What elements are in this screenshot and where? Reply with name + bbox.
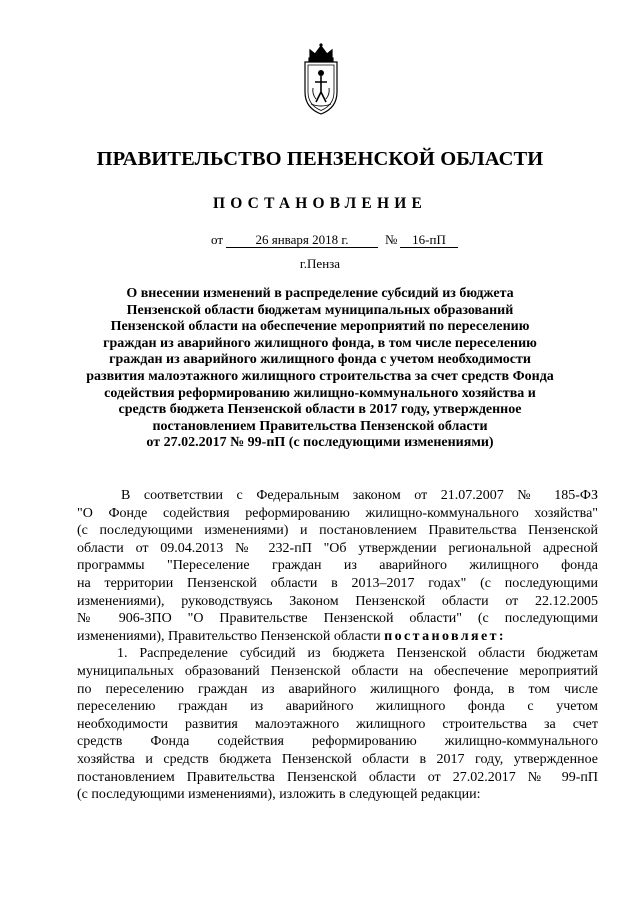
title-line: граждан из аварийного жилищного фонда, в том числе переселению (103, 335, 537, 351)
date-prefix: от (211, 232, 224, 247)
resolves-word: постановляет: (384, 628, 506, 644)
title-line: Пензенской области на обеспечение мероприятий по переселению (110, 319, 530, 335)
body-line: (с последующими изменениями), изложить в следующей редакции: (77, 787, 481, 803)
body-line: изменениями), руководствуясь Законом Пензенской области от 22.12.2005 (77, 593, 598, 609)
body-line-resolution (77, 628, 598, 646)
title-line: развития малоэтажного жилищного строительства за счет средств Фонда (86, 368, 554, 384)
document-type: ПОСТАНОВЛЕНИЕ (212, 195, 428, 212)
coat-of-arms-icon (296, 42, 346, 122)
document-title (60, 286, 580, 452)
number-sign: № (385, 232, 398, 247)
body-line: 1. Распределение субсидий из бюджета Пензенской области бюджетам (117, 646, 598, 662)
title-line: О внесении изменений в распределение субсидий из бюджета (126, 286, 514, 301)
body-line: средств Фонда содействия реформированию жилищно-коммунального (77, 734, 598, 750)
city: г.Пенза (299, 256, 341, 271)
title-line: граждан из аварийного жилищного фонда с учетом необходимости (109, 352, 531, 368)
body-line: области от 09.04.2013 № 232-пП "Об утверждении региональной адресной (77, 540, 598, 556)
body-line: программы "Переселение граждан из аварийного жилищного фонда (77, 558, 598, 574)
body-line: изменениями), Правительство Пензенской области (77, 628, 385, 644)
body-line: по переселению граждан из аварийного жилищного фонда, в том числе (77, 681, 598, 697)
body-line: необходимости развития малоэтажного жилищного строительства за счет (77, 716, 598, 732)
body-line: муниципальных образований Пензенской области на обеспечение мероприятий (77, 663, 598, 679)
document-number: 16-пП (400, 232, 458, 248)
title-line: средств бюджета Пензенской области в 2017 году, утвержденное (118, 402, 522, 418)
body-line: постановлением Правительства Пензенской области от 27.02.2017 № 99-пП (77, 769, 598, 785)
body-line: № 906-ЗПО "О Правительстве Пензенской области" (с последующими (77, 611, 598, 627)
title-line: Пензенской области бюджетам муниципальных образований (126, 302, 514, 318)
body-line: на территории Пензенской области в 2013–2017 годах" (с последующими (77, 575, 598, 591)
document-body (77, 487, 598, 804)
body-line: хозяйства и средств бюджета Пензенской области в 2017 году, утвержденное (77, 751, 598, 767)
body-line: переселению граждан из аварийного жилищного фонда с учетом (77, 699, 598, 715)
document-date: 26 января 2018 г. (226, 232, 378, 248)
body-line: (с последующими изменениями) и постановлением Правительства Пензенской (77, 523, 598, 539)
body-line: "О Фонде содействия реформированию жилищно-коммунального хозяйства" (77, 505, 598, 521)
title-line: постановлением Правительства Пензенской области (152, 418, 488, 434)
government-name: ПРАВИТЕЛЬСТВО ПЕНЗЕНСКОЙ ОБЛАСТИ (96, 148, 544, 170)
body-line: В соответствии с Федеральным законом от 21.07.2007 № 185-ФЗ (121, 488, 598, 503)
title-line: содействия реформированию жилищно-коммунального хозяйства и (104, 385, 536, 401)
title-line: от 27.02.2017 № 99-пП (с последующими изменениями) (146, 435, 494, 451)
